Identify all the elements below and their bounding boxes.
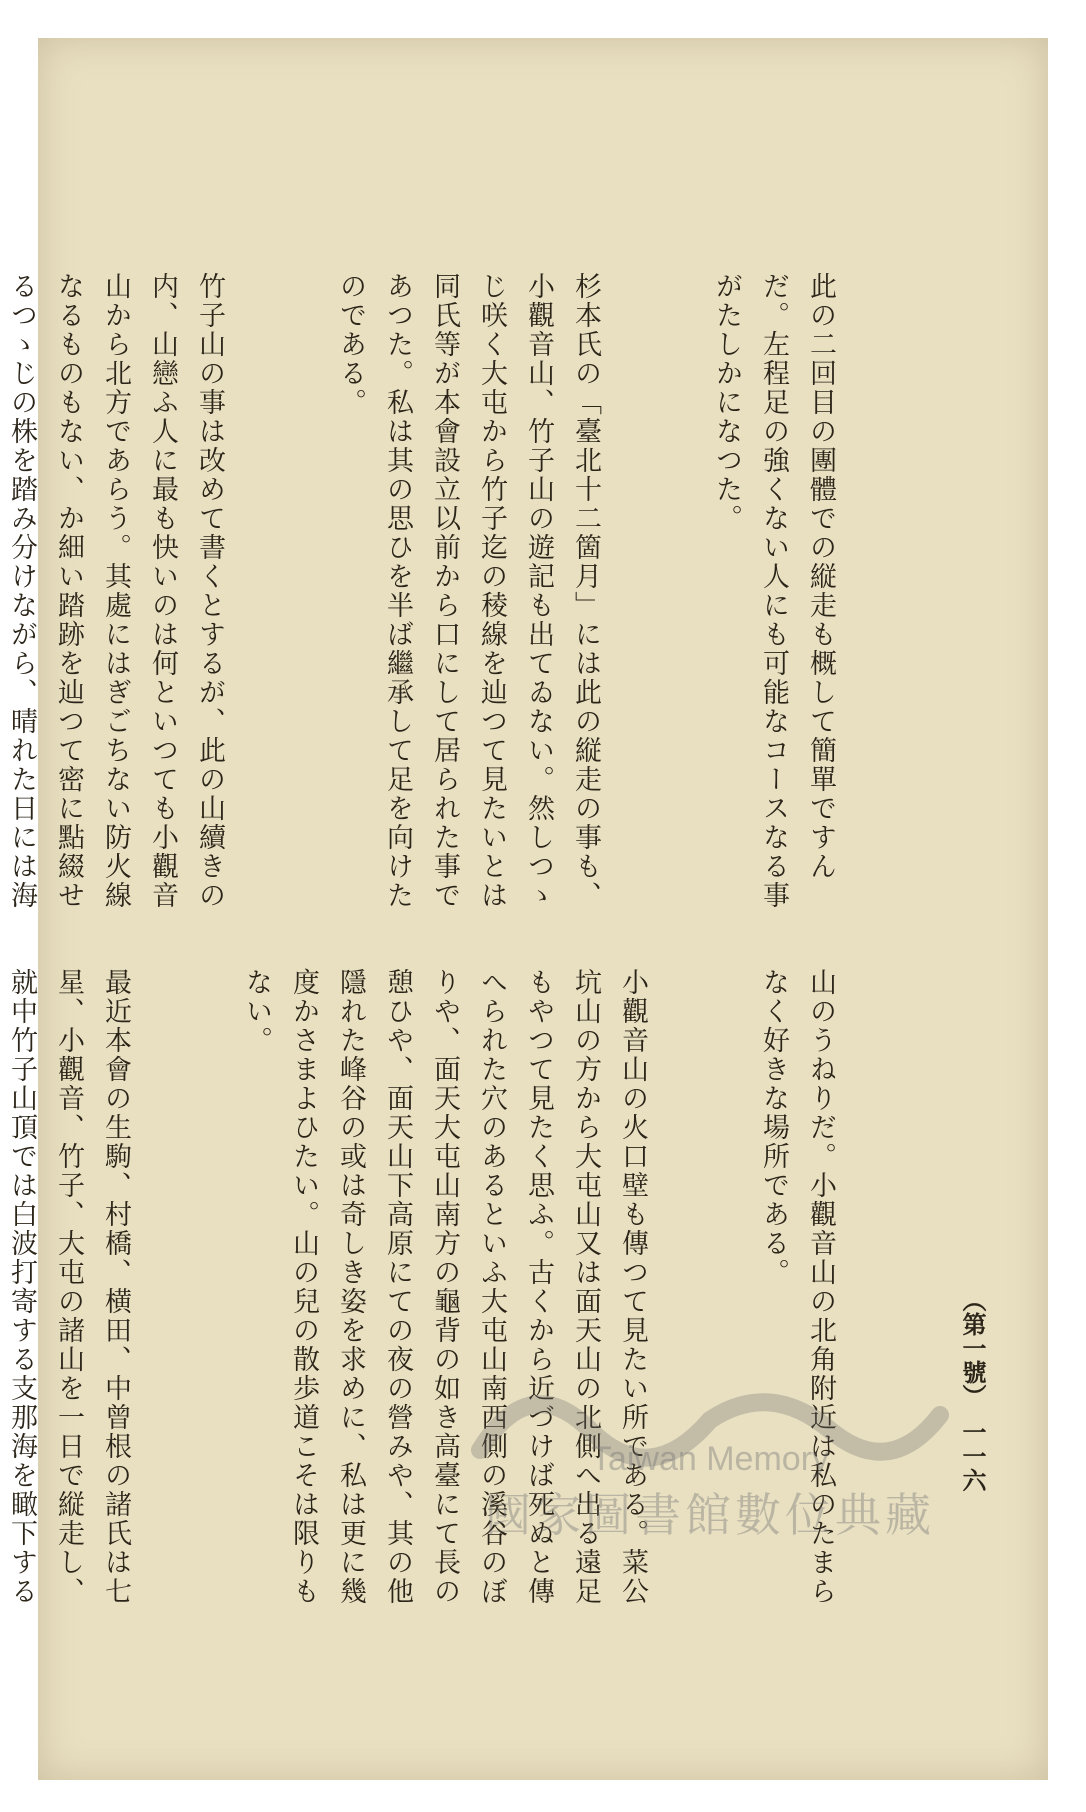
text-block-upper	[6, 272, 938, 912]
paragraph: 最近本會の生駒、村橋、横田、中曾根の諸氏は七星、小觀音、竹子、大屯の諸山を一日で縦走し、就中竹子山頂では白波打寄する支那海を瞰下する	[6, 968, 131, 1606]
watermark-logo-icon	[470, 1360, 950, 1470]
text-block-lower	[6, 968, 938, 1608]
running-header: （第一號） 一一六	[958, 1288, 987, 1492]
paragraph: 山のうねりだ。小觀音山の北角附近は私のたまらなく好きな場所である。	[758, 968, 836, 1606]
paragraph: 小觀音山の火口壁も傳つて見たい所である。菜公坑山の方から大屯山又は面天山の北側へ出る遠足もやつて見たく思ふ。古くから近づけば死ぬと傳へられた穴のあるといふ大屯山南西側の溪谷のぼりや、面天大屯山南方の龜背の如き高臺にて長の憩ひや、面天山下高原にての夜の營みや、其の他隱れた峰谷の或は奇しき姿を求めに、私は更に幾度かさまよひたい。山の兒の散歩道こそは限りもない。	[241, 968, 648, 1606]
watermark-english: Taiwan Memory	[590, 1440, 830, 1478]
paragraph: 杉本氏の「臺北十二箇月」には此の縦走の事も、小觀音山、竹子山の遊記も出てゐない。然しつゝじ咲く大屯から竹子迄の稜線を辿つて見たいとは同氏等が本會設立以前から口にして居られた事であつた。私は其の思ひを半ば繼承して足を向けたのである。	[335, 272, 601, 910]
scanned-page	[6, 38, 1048, 1780]
paragraph: 竹子山の事は改めて書くとするが、此の山續きの内、山戀ふ人に最も快いのは何といつても小觀音山から北方であらう。其處にはぎごちない防火線なるものもない、か細い踏跡を辿つて密に點綴せるつゝじの株を踏み分けながら、晴れた日には海	[6, 272, 225, 910]
watermark-chinese: 國家圖書館數位典藏	[485, 1488, 935, 1542]
paragraph: 此の二回目の團體での縦走も概して簡單ですんだ。左程足の強くない人にも可能なコースなる事がたしかになつた。	[711, 272, 836, 910]
